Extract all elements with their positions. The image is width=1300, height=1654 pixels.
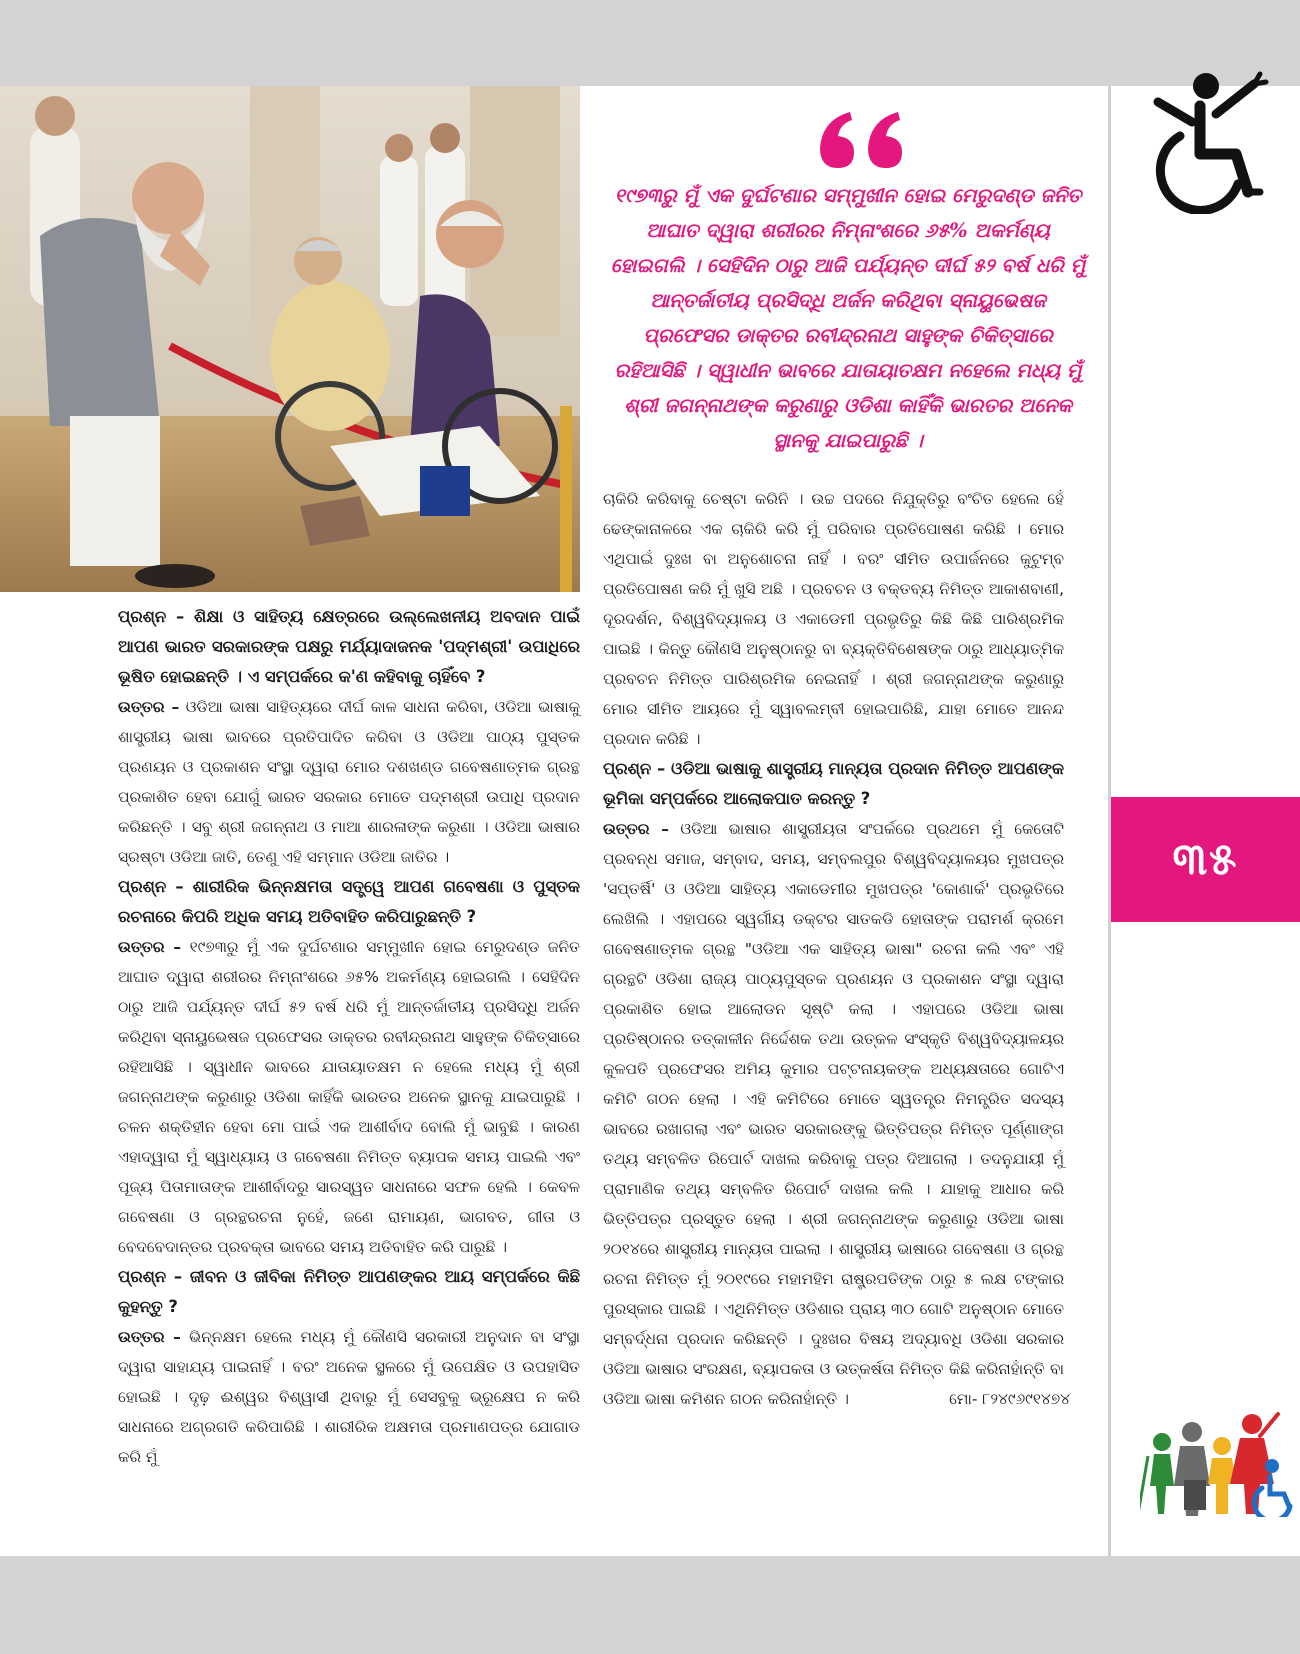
- answer-1-text: ଓଡିଆ ଭାଷା ସାହିତ୍ୟରେ ଦୀର୍ଘ କାଳ ସାଧନା କରିବା, ଓଡିଆ ଭାଷାକୁ ଶାସ୍ତ୍ରୀୟ ଭାଷା ଭାବରେ ପ୍ରତିପାଦିତ କରିବା ଓ ଓଡିଆ ପାଠ୍ୟ ପୁସ୍ତକ ପ୍ରଣୟନ ଓ ପ୍ରକାଶନ ସଂସ୍ଥା ଦ୍ୱାରା ମୋର ଦଶଖଣ୍ଡ ଗବେଷଣାତ୍ମକ ଗ୍ରନ୍ଥ ପ୍ରକାଶିତ ହେବା ଯୋଗୁଁ ଭାରତ ସରକାର ମୋତେ ପଦ୍ମଶ୍ରୀ ଉପାଧି ପ୍ରଦାନ କରିଛନ୍ତି । ସବୁ ଶ୍ରୀ ଜଗନ୍ନାଥ ଓ ମାଆ ଶାରଳାଙ୍କ କରୁଣା । ଓଡିଆ ଭାଷାର ସ୍ରଷ୍ଟା ଓଡିଆ ଜାତି, ତେଣୁ ଏହି ସମ୍ମାନ ଓଡିଆ ଜାତିର ।: [118, 698, 580, 866]
- question-3: ପ୍ରଶ୍ନ – ଜୀବନ ଓ ଜୀବିକା ନିମିତ୍ତ ଆପଣଙ୍କର ଆୟ ସମ୍ପର୍କରେ କିଛି କୁହନ୍ତୁ ?: [118, 1267, 580, 1316]
- top-gray-band: [0, 0, 1300, 86]
- question-2: ପ୍ରଶ୍ନ – ଶାରୀରିକ ଭିନ୍ନକ୍ଷମତା ସତ୍ତ୍ୱେ ଆପଣ ଗବେଷଣା ଓ ପୁସ୍ତକ ରଚନାରେ କିପରି ଅଧିକ ସମୟ ଅତିବାହିତ କରିପାରୁଛନ୍ତି ?: [118, 877, 580, 926]
- photo-award-ceremony: [0, 86, 580, 592]
- answer-3: [118, 1322, 580, 1472]
- diverse-disabilities-group-icon: [1140, 1402, 1294, 1517]
- article-column-right: [603, 484, 1064, 1414]
- answer-3-continued: ଚାକିରି କରିବାକୁ ଚେଷ୍ଟା କରିନି । ଉଚ୍ଚ ପଦରେ ନିଯୁକ୍ତିରୁ ବଂଚିତ ହେଲେ ହେଁ ଢେଙ୍କାନାଳରେ ଏକ ଚାକିରି କରି ମୁଁ ପରିବାର ପ୍ରତିପୋଷଣ କରିଛି । ମୋର ଏଥିପାଇଁ ଦୁଃଖ ବା ଅନୁଶୋଚନା ନାହିଁ । ବରଂ ସୀମିତ ଉପାର୍ଜନରେ କୁଟୁମ୍ବ ପ୍ରତିପୋଷଣ କରି ମୁଁ ଖୁସି ଅଛି । ପ୍ରବଚନ ଓ ବକ୍ତବ୍ୟ ନିମିତ୍ତ ଆକାଶବାଣୀ, ଦୂରଦର୍ଶନ, ବିଶ୍ୱବିଦ୍ୟାଳୟ ଓ ଏକାଡେମୀ ପ୍ରଭୃତିରୁ କିଛି କିଛି ପାରିଶ୍ରମିକ ପାଇଛି । କିନ୍ତୁ କୌଣସି ଅନୁଷ୍ଠାନରୁ ବା ବ୍ୟକ୍ତିବିଶେଷଙ୍କ ଠାରୁ ଆଧ୍ୟାତ୍ମିକ ପ୍ରବଚନ ନିମିତ୍ତ ପାରିଶ୍ରମିକ ନେଇନାହିଁ । ଶ୍ରୀ ଜଗନ୍ନାଥଙ୍କ କରୁଣାରୁ ମୋର ସୀମିତ ଆୟରେ ମୁଁ ସ୍ୱାବଲମ୍ବୀ ହୋଇପାରିଛି, ଯାହା ମୋତେ ଆନନ୍ଦ ପ୍ରଦାନ କରିଛି ।: [603, 490, 1064, 748]
- answer-1: [118, 692, 580, 872]
- photo-illustration: [0, 86, 580, 592]
- question-1: ପ୍ରଶ୍ନ – ଶିକ୍ଷା ଓ ସାହିତ୍ୟ କ୍ଷେତ୍ରରେ ଉଲ୍ଲେଖନୀୟ ଅବଦାନ ପାଇଁ ଆପଣ ଭାରତ ସରକାରଙ୍କ ପକ୍ଷରୁ ମର୍ଯ୍ୟାଦାଜନକ 'ପଦ୍ମଶ୍ରୀ' ଉପାଧିରେ ଭୂଷିତ ହୋଇଛନ୍ତି । ଏ ସମ୍ପର୍କରେ କ'ଣ କହିବାକୁ ଚାହିଁବେ ?: [118, 607, 580, 686]
- answer-label: ଉତ୍ତର –: [118, 938, 182, 956]
- answer-2: [118, 932, 580, 1262]
- answer-label: ଉତ୍ତର –: [118, 698, 180, 716]
- pull-quote: ୧୯୭୩ରୁ ମୁଁ ଏକ ଦୁର୍ଘଟଣାର ସମ୍ମୁଖୀନ ହୋଇ ମେରୁଦଣ୍ଡ ଜନିତ ଆଘାତ ଦ୍ୱାରା ଶରୀରର ନିମ୍ନାଂଶରେ ୬୫% ଅକର୍ମଣ୍ୟ ହୋଇଗଲି । ସେହିଦିନ ଠାରୁ ଆଜି ପର୍ଯ୍ୟନ୍ତ ଦୀର୍ଘ ୫୨ ବର୍ଷ ଧରି ମୁଁ ଆନ୍ତର୍ଜାତୀୟ ପ୍ରସିଦ୍ଧି ଅର୍ଜନ କରିଥିବା ସ୍ନାୟୁଭେଷଜ ପ୍ରଫେସର ଡାକ୍ତର ରବୀନ୍ଦ୍ରନାଥ ସାହୁଙ୍କ ଚିକିତ୍ସାରେ ରହିଆସିଛି । ସ୍ୱାଧୀନ ଭାବରେ ଯାତାୟାତକ୍ଷମ ନହେଲେ ମଧ୍ୟ ମୁଁ ଶ୍ରୀ ଜଗନ୍ନାଥଙ୍କ କରୁଣାରୁ ଓଡିଶା କାହିଁକି ଭାରତର ଅନେକ ସ୍ଥାନକୁ ଯାଇପାରୁଛି ।: [610, 184, 1086, 452]
- page-number-tab: [1111, 797, 1300, 922]
- answer-4-text: ଓଡିଆ ଭାଷାର ଶାସ୍ତ୍ରୀୟତା ସଂପର୍କରେ ପ୍ରଥମେ ମୁଁ କେତୋଟି ପ୍ରବନ୍ଧ ସମାଜ, ସମ୍ବାଦ, ସମୟ, ସମ୍ବଲପୁର ବିଶ୍ୱବିଦ୍ୟାଳୟର ମୁଖପତ୍ର 'ସପ୍ତର୍ଷି' ଓ ଓଡିଆ ସାହିତ୍ୟ ଏକାଡେମୀର ମୁଖପତ୍ର 'କୋଣାର୍କ' ପ୍ରଭୃତିରେ ଲେଖିଲି । ଏହାପରେ ସ୍ୱର୍ଗୀୟ ଡକ୍ଟର ସାତକଡି ହୋତାଙ୍କ ପରାମର୍ଶ କ୍ରମେ ଗବେଷଣାତ୍ମକ ଗ୍ରନ୍ଥ "ଓଡିଆ ଏକ ସାହିତ୍ୟ ଭାଷା" ରଚନା କଲି ଏବଂ ଏହି ଗ୍ରନ୍ଥଟି ଓଡିଶା ରାଜ୍ୟ ପାଠ୍ୟପୁସ୍ତକ ପ୍ରଣୟନ ଓ ପ୍ରକାଶନ ସଂସ୍ଥା ଦ୍ୱାରା ପ୍ରକାଶିତ ହୋଇ ଆଲୋଡନ ସୃଷ୍ଟି କଲା । ଏହାପରେ ଓଡିଆ ଭାଷା ପ୍ରତିଷ୍ଠାନର ତତ୍କାଳୀନ ନିର୍ଦ୍ଦେଶକ ତଥା ଉତ୍କଳ ସଂସ୍କୃତି ବିଶ୍ୱବିଦ୍ୟାଳୟର କୁଳପତି ପ୍ରଫେସର ଅମିୟ କୁମାର ପଟ୍ଟନାୟକଙ୍କ ଅଧ୍ୟକ୍ଷତାରେ ଗୋଟିଏ କମିଟି ଗଠନ ହେଲା । ଏହି କମିଟିରେ ମୋତେ ସ୍ୱତନ୍ତ୍ର ନିମନ୍ତ୍ରିତ ସଦସ୍ୟ ଭାବରେ ରଖାଗଲା ଏବଂ ଭାରତ ସରକାରଙ୍କୁ ଭିତ୍ତିପତ୍ର ନିମିତ୍ତ ପୂର୍ଣ୍ଣାଙ୍ଗ ତଥ୍ୟ ସମ୍ବଳିତ ରିପୋର୍ଟ ଦାଖଲ କରିବାକୁ ପତ୍ର ଦିଆଗଲା । ତଦନୁଯାୟୀ ମୁଁ ପ୍ରାମାଣିକ ତଥ୍ୟ ସମ୍ବଳିତ ରିପୋର୍ଟ ଦାଖଲ କଲି । ଯାହାକୁ ଆଧାର କରି ଭିତ୍ତିପତ୍ର ପ୍ରସ୍ତୁତ ହେଲା । ଶ୍ରୀ ଜଗନ୍ନାଥଙ୍କ କରୁଣାରୁ ଓଡିଆ ଭାଷା ୨୦୧୪ରେ ଶାସ୍ତ୍ରୀୟ ମାନ୍ୟତା ପାଇଲା । ଶାସ୍ତ୍ରୀୟ ଭାଷାରେ ଗବେଷଣା ଓ ଗ୍ରନ୍ଥ ରଚନା ନିମିତ୍ତ ମୁଁ ୨୦୧୯ରେ ମହାମହିମ ରାଷ୍ଟ୍ରପତିଙ୍କ ଠାରୁ ୫ ଲକ୍ଷ ଟଙ୍କାର ପୁରସ୍କାର ପାଇଛି । ଏଥିନିମିତ୍ତ ଓଡିଶାର ପ୍ରାୟ ୩୦ ଗୋଟି ଅନୁଷ୍ଠାନ ମୋତେ ସମ୍ବର୍ଦ୍ଧନା ପ୍ରଦାନ କରିଛନ୍ତି । ଦୁଃଖର ବିଷୟ ଅଦ୍ୟାବଧି ଓଡିଶା ସରକାର ଓଡିଆ ଭାଷାର ସଂରକ୍ଷଣ, ବ୍ୟାପକତା ଓ ଉତ୍କର୍ଷତା ନିମିତ୍ତ କିଛି କରିନାହାଁନ୍ତି ବା ଓଡିଆ ଭାଷା କମିଶନ ଗଠନ କରିନାହାଁନ୍ତି ।: [603, 820, 1064, 1408]
- answer-2-text: ୧୯୭୩ରୁ ମୁଁ ଏକ ଦୁର୍ଘଟଣାର ସମ୍ମୁଖୀନ ହୋଇ ମେରୁଦଣ୍ଡ ଜନିତ ଆଘାତ ଦ୍ୱାରା ଶରୀରର ନିମ୍ନାଂଶରେ ୬୫% ଅକର୍ମଣ୍ୟ ହୋଇଗଲି । ସେହିଦିନ ଠାରୁ ଆଜି ପର୍ଯ୍ୟନ୍ତ ଦୀର୍ଘ ୫୨ ବର୍ଷ ଧରି ମୁଁ ଆନ୍ତର୍ଜାତୀୟ ପ୍ରସିଦ୍ଧି ଅର୍ଜନ କରିଥିବା ସ୍ନାୟୁଭେଷଜ ପ୍ରଫେସର ଡାକ୍ତର ରବୀନ୍ଦ୍ରନାଥ ସାହୁଙ୍କ ଚିକିତ୍ସାରେ ରହିଆସିଛି । ସ୍ୱାଧୀନ ଭାବରେ ଯାତାୟାତକ୍ଷମ ନ ହେଲେ ମଧ୍ୟ ମୁଁ ଶ୍ରୀ ଜଗନ୍ନାଥଙ୍କ କରୁଣାରୁ ଓଡିଶା କାହିଁକି ଭାରତର ଅନେକ ସ୍ଥାନକୁ ଯାଇପାରୁଛି । ଚଳନ ଶକ୍ତିହୀନ ହେବା ମୋ ପାଇଁ ଏକ ଆଶୀର୍ବାଦ ବୋଲି ମୁଁ ଭାବୁଛି । କାରଣ ଏହାଦ୍ୱାରା ମୁଁ ସ୍ୱାଧ୍ୟାୟ ଓ ଗବେଷଣା ନିମିତ୍ତ ବ୍ୟାପକ ସମୟ ପାଇଲି ଏବଂ ପୂଜ୍ୟ ପିତାମାତାଙ୍କ ଆଶୀର୍ବାଦରୁ ସାରସ୍ୱତ ସାଧନାରେ ସଫଳ ହେଲି । କେବଳ ଗବେଷଣା ଓ ଗ୍ରନ୍ଥରଚନା ନୁହେଁ, ଜଣେ ରାମାୟଣ, ଭାଗବତ, ଗୀତା ଓ ବେଦବେଦାନ୍ତର ପ୍ରବକ୍ତା ଭାବରେ ସମୟ ଅତିବାହିତ କରି ପାରୁଛି ।: [118, 938, 580, 1256]
- wheelchair-user-celebrating-icon: [1128, 64, 1278, 214]
- answer-3-text: ଭିନ୍ନକ୍ଷମ ହେଲେ ମଧ୍ୟ ମୁଁ କୌଣସି ସରକାରୀ ଅନୁଦାନ ବା ସଂସ୍ଥା ଦ୍ୱାରା ସାହାଯ୍ୟ ପାଇନାହିଁ । ବରଂ ଅନେକ ସ୍ଥଳରେ ମୁଁ ଉପେକ୍ଷିତ ଓ ଉପହାସିତ ହୋଇଛି । ଦୃଢ଼ ଈଶ୍ୱର ବିଶ୍ୱାସୀ ଥିବାରୁ ମୁଁ ସେସବୁକୁ ଭ୍ରୂକ୍ଷେପ ନ କରି ସାଧନାରେ ଅଗ୍ରଗତି କରିପାରିଛି । ଶାରୀରିକ ଅକ୍ଷମତା ପ୍ରମାଣପତ୍ର ଯୋଗାଡ କରି ମୁଁ: [118, 1328, 580, 1466]
- answer-label: ଉତ୍ତର –: [118, 1328, 181, 1346]
- answer-4: [603, 814, 1064, 1414]
- article-column-left: [118, 602, 580, 1472]
- answer-label: ଉତ୍ତର –: [603, 820, 669, 838]
- page-number: ୩୫: [1172, 834, 1239, 885]
- opening-quote-icon: [810, 100, 910, 180]
- question-4: ପ୍ରଶ୍ନ – ଓଡିଆ ଭାଷାକୁ ଶାସ୍ତ୍ରୀୟ ମାନ୍ୟତା ପ୍ରଦାନ ନିମିତ୍ତ ଆପଣଙ୍କ ଭୂମିକା ସମ୍ପର୍କରେ ଆଲୋକପାତ କରନ୍ତୁ ?: [603, 759, 1064, 808]
- bottom-gray-band: [0, 1556, 1300, 1654]
- author-contact: ମୋ- ୮୨୪୯୬୯୧୪୭୪: [949, 1390, 1070, 1408]
